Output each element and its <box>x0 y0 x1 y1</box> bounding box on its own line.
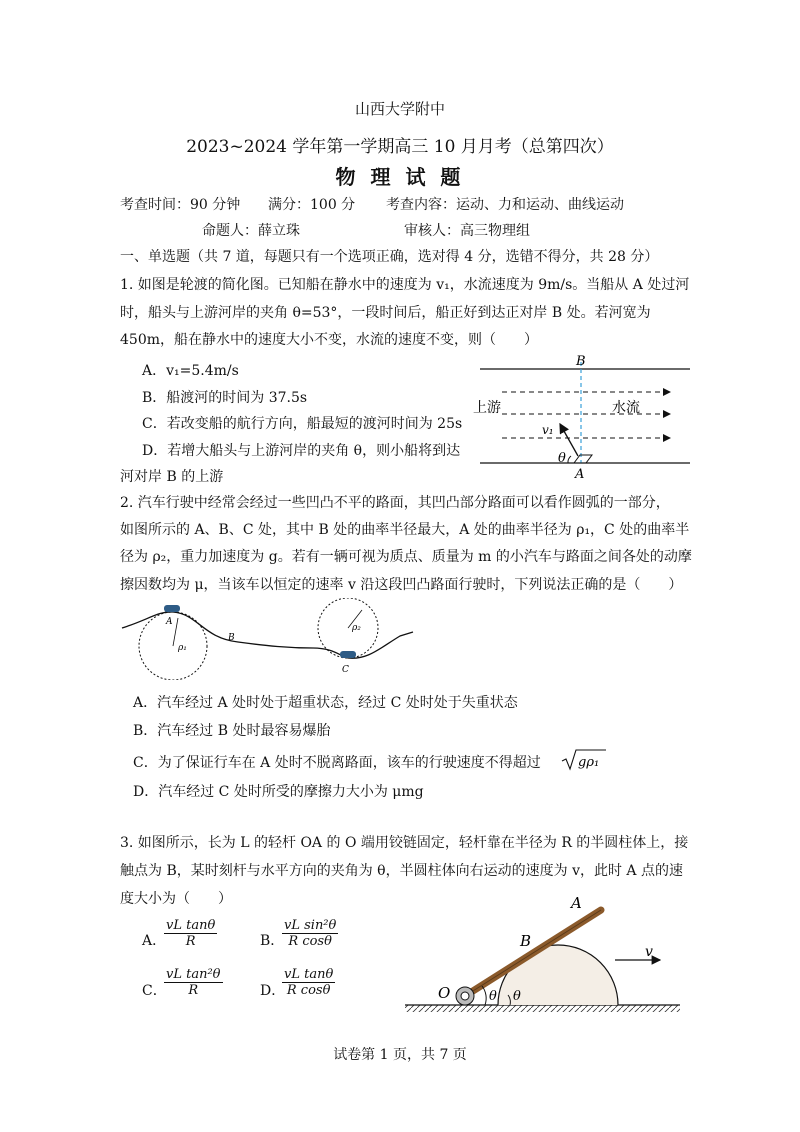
ground-hatch <box>405 1005 680 1012</box>
q2-line4: 擦因数均为 μ，当该车以恒定的速率 v 沿这段凹凸路面行驶时，下列说法正确的是（ ） <box>120 577 683 593</box>
q1-option-a: A．v₁=5.4m/s <box>142 363 239 379</box>
velocity-label: v <box>645 944 653 960</box>
point-a-label: A <box>575 467 585 482</box>
point-o-label: O <box>438 984 451 1002</box>
q1-option-d: D．若增大船头与上游河岸的夹角 θ，则小船将到达 <box>142 443 461 459</box>
car-icon <box>164 605 180 612</box>
sqrt-radicand: gρ₁ <box>578 755 600 770</box>
exam-author: 命题人：薛立珠 <box>202 223 300 239</box>
q3-option-c-label: C． <box>142 983 167 999</box>
point-c-label: C <box>342 665 349 675</box>
q3-option-c-fraction <box>164 967 223 998</box>
exam-reviewer: 审核人：高三物理组 <box>404 223 530 239</box>
point-b-label: B <box>576 354 586 369</box>
car-icon <box>340 651 356 658</box>
exam-content: 考查内容：运动、力和运动、曲线运动 <box>386 197 624 213</box>
angle-arc <box>568 456 571 463</box>
rho1-label: ρ₁ <box>178 643 187 653</box>
fraction-numerator: vL sin²θ <box>284 918 337 933</box>
point-a-label: A <box>571 894 582 912</box>
flow-label: 水流 <box>612 400 640 416</box>
q2-option-c: C．为了保证行车在 A 处时不脱离路面，该车的行驶速度不得超过 <box>133 755 541 771</box>
exam-title: 2023~2024 学年第一学期高三 10 月月考（总第四次） <box>186 137 614 157</box>
q1-line2: 时，船头与上游河岸的夹角 θ=53°，一段时间后，船正好到达正对岸 B 处。若河宽为 <box>120 305 651 321</box>
theta-label: θ <box>558 451 566 466</box>
q3-line3: 度大小为（ ） <box>120 891 232 907</box>
section-title: 一、单选题（共 7 道，每题只有一个选项正确，选对得 4 分，选错不得分，共 28 分） <box>120 249 659 265</box>
exam-score: 满分：100 分 <box>268 197 356 213</box>
q3-option-d-fraction <box>282 967 335 998</box>
boat-icon <box>574 455 592 463</box>
q3-line1: 3. 如图所示，长为 L 的轻杆 OA 的 O 端用铰链固定，轻杆靠在半径为 R 的半圆柱体上，接 <box>120 835 689 851</box>
q2-line3: 径为 ρ₂，重力加速度为 g。若有一辆可视为质点、质量为 m 的小汽车与路面之间各处的动摩 <box>120 549 692 565</box>
v1-label: v₁ <box>542 423 554 437</box>
point-b-label: B <box>228 633 235 643</box>
q2-road-figure <box>118 598 418 680</box>
q1-option-b: B．船渡河的时间为 37.5s <box>142 390 308 406</box>
theta-label: θ <box>513 989 521 1004</box>
fraction-numerator: vL tanθ <box>284 967 334 982</box>
q3-option-d-label: D． <box>260 983 286 999</box>
q1-option-d-cont: 河对岸 B 的上游 <box>120 469 224 485</box>
q2-line1: 2. 汽车行驶中经常会经过一些凹凸不平的路面，其凹凸部分路面可以看作圆弧的一部分， <box>120 495 670 511</box>
fraction-denominator: R <box>188 983 199 998</box>
q1-line3: 450m，船在静水中的速度大小不变，水流的速度不变，则（ ） <box>120 332 538 348</box>
q2-option-b: B．汽车经过 B 处时最容易爆胎 <box>133 723 331 739</box>
theta-label: θ <box>489 989 497 1004</box>
q3-option-a-label: A． <box>142 933 167 949</box>
fraction-numerator: vL tan²θ <box>166 967 221 982</box>
sqrt-symbol <box>560 748 608 772</box>
radius-a <box>173 618 178 646</box>
fraction-denominator: R <box>185 934 196 949</box>
q1-option-c: C．若改变船的航行方向，船最短的渡河时间为 25s <box>142 416 463 432</box>
point-b-label: B <box>520 932 532 950</box>
q3-option-b-fraction <box>282 918 338 949</box>
hinge-pin <box>461 992 469 1000</box>
q3-option-b-label: B． <box>260 933 285 949</box>
fraction-numerator: vL tanθ <box>166 918 216 933</box>
q3-option-a-fraction <box>164 918 217 949</box>
q3-line2: 触点为 B，某时刻杆与水平方向的夹角为 θ，半圆柱体向右运动的速度为 v，此时 A 点的速 <box>120 863 683 879</box>
q1-river-figure <box>470 352 700 482</box>
page-footer: 试卷第 1 页，共 7 页 <box>333 1047 467 1063</box>
q2-line2: 如图所示的 A、B、C 处，其中 B 处的曲率半径最大，A 处的曲率半径为 ρ₁，C 处的曲率半 <box>120 522 690 538</box>
upstream-label: 上游 <box>473 400 501 416</box>
rho2-label: ρ₂ <box>352 623 361 633</box>
q1-line1: 1. 如图是轮渡的简化图。已知船在静水中的速度为 v₁，水流速度为 9m/s。当船从 A 处过河 <box>120 277 690 293</box>
q2-option-d: D．汽车经过 C 处时所受的摩擦力大小为 μmg <box>133 784 424 800</box>
exam-time: 考查时间：90 分钟 <box>120 197 241 213</box>
q2-option-a: A．汽车经过 A 处时处于超重状态，经过 C 处时处于失重状态 <box>133 695 518 711</box>
school-name: 山西大学附中 <box>354 100 445 118</box>
fraction-denominator: R cosθ <box>288 934 332 949</box>
point-a-label: A <box>166 617 173 627</box>
q3-rod-figure <box>405 888 695 1018</box>
subject-title: 物 理 试 题 <box>335 165 465 189</box>
fraction-denominator: R cosθ <box>286 983 331 998</box>
